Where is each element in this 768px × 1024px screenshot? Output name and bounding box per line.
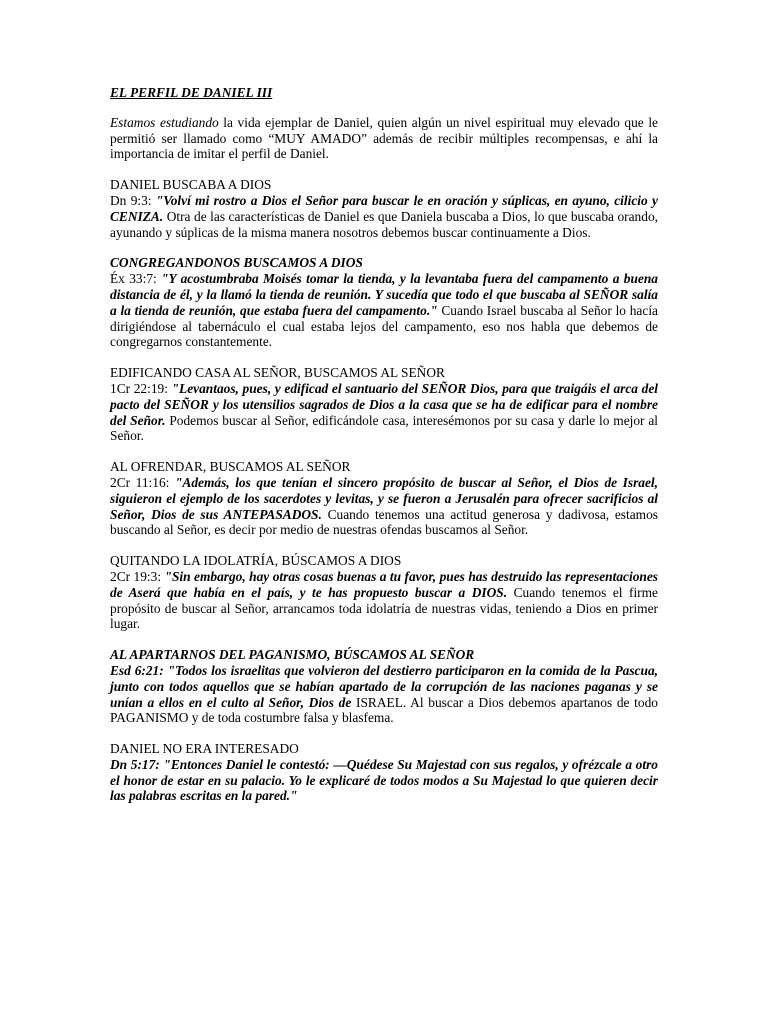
section-paragraph: [110, 271, 658, 350]
section-heading: CONGREGANDONOS BUSCAMOS A DIOS: [110, 255, 363, 271]
section-body: Podemos buscar al Señor, edificándole casa, interesémonos por su casa y darle lo mejor al Señor.: [110, 412, 658, 444]
section-heading: EDIFICANDO CASA AL SEÑOR, BUSCAMOS AL SEÑOR: [110, 365, 445, 381]
scripture-ref: Esd 6:21:: [110, 662, 168, 678]
section-heading: DANIEL NO ERA INTERESADO: [110, 741, 299, 757]
section-al-ofrendar: [110, 459, 658, 538]
section-paragraph: [110, 381, 658, 444]
section-no-era-interesado: [110, 741, 658, 804]
section-paragraph: [110, 663, 658, 726]
section-congregandonos: [110, 255, 658, 350]
scripture-ref: Dn 9:3:: [110, 192, 156, 208]
scripture-ref: 2Cr 19:3:: [110, 568, 165, 584]
scripture-quote: "Levantaos, pues, y edificad el santuario del SEÑOR Dios, para que traigáis el arca del pacto del SEÑOR y los utensilios sagrados de Dios a la casa que se ha de edificar para el nombre del Señor.: [110, 380, 658, 428]
section-quitando-idolatria: [110, 553, 658, 632]
scripture-ref: Dn 5:17:: [110, 756, 164, 772]
section-apartarnos-paganismo: [110, 647, 658, 726]
scripture-ref: Éx 33:7:: [110, 271, 162, 287]
document-title: EL PERFIL DE DANIEL III: [110, 85, 273, 100]
section-paragraph: [110, 475, 658, 538]
section-body: ISRAEL. Al buscar a Dios debemos apartanos de todo PAGANISMO y de toda costumbre falsa y blasfema.: [110, 694, 658, 726]
scripture-ref: 1Cr 22:19:: [110, 380, 172, 396]
scripture-quote: "Sin embargo, hay otras cosas buenas a tu favor, pues has destruido las representaciones de Aserá que había en el país, y te has propuesto buscar a DIOS.: [110, 568, 658, 600]
section-heading: QUITANDO LA IDOLATRÍA, BÚSCAMOS A DIOS: [110, 553, 402, 569]
section-body: Cuando Israel buscaba al Señor lo hacía dirigiéndose al tabernáculo el cual estaba lejos del campamento, eso nos habla que debemos de congregarnos constantemente.: [110, 302, 658, 350]
scripture-quote: "Volví mi rostro a Dios el Señor para buscar le en oración y súplicas, en ayuno, cilicio y CENIZA.: [110, 192, 658, 224]
section-paragraph: [110, 569, 658, 632]
section-body: Otra de las características de Daniel es que Daniela buscaba a Dios, lo que buscaba orando, ayunando y súplicas de la misma manera nosotros debemos buscar continuamente a Dios.: [110, 208, 658, 240]
section-daniel-buscaba: [110, 177, 658, 240]
section-heading: DANIEL BUSCABA A DIOS: [110, 177, 272, 193]
scripture-quote: "Entonces Daniel le contestó: —Quédese Su Majestad con sus regalos, y ofrézcale a otro el honor de estar en su palacio. Yo le explicaré de todos modos a Su Majestad lo que quieren decir las palabras escritas en la pared.": [110, 756, 658, 804]
section-heading: AL APARTARNOS DEL PAGANISMO, BÚSCAMOS AL SEÑOR: [110, 647, 475, 663]
intro-paragraph: [110, 115, 658, 162]
intro-lead: Estamos estudiando: [110, 114, 219, 130]
section-heading: AL OFRENDAR, BUSCAMOS AL SEÑOR: [110, 459, 351, 475]
section-body: Cuando tenemos una actitud generosa y dadivosa, estamos buscando al Señor, es decir por medio de nuestras ofendas buscamos al Señor.: [110, 506, 658, 538]
scripture-ref: 2Cr 11:16:: [110, 474, 175, 490]
section-body: Cuando tenemos el firme propósito de buscar al Señor, arrancamos toda idolatría de nuestras vidas, teniendo a Dios en primer lugar.: [110, 584, 658, 632]
section-paragraph: [110, 757, 658, 804]
scripture-quote: "Todos los israelitas que volvieron del destierro participaron en la comida de la Pascua, junto con todos aquellos que se habían apartado de la corrupción de las naciones paganas y se unían a ellos en el culto al Señor, Dios de: [110, 662, 658, 710]
intro-text: la vida ejemplar de Daniel, quien algún un nivel espiritual muy elevado que le permitió ser llamado como “MUY AMADO” además de recibir múltiples recompensas, e ahí la importancia de imitar el perfil de Daniel.: [110, 114, 658, 162]
scripture-quote: "Y acostumbraba Moisés tomar la tienda, y la levantaba fuera del campamento a buena distancia de él, y la llamó la tienda de reunión. Y sucedía que todo el que buscaba al SEÑOR salía a la tienda de reunión, que estaba fuera del campamento.": [110, 271, 658, 318]
scripture-quote: "Además, los que tenían el sincero propósito de buscar al Señor, el Dios de Israel, siguieron el ejemplo de los sacerdotes y levitas, y se fueron a Jerusalén para ofrecer sacrificios al Señor, Dios de sus ANTEPASADOS.: [110, 474, 658, 522]
section-edificando-casa: [110, 365, 658, 444]
section-paragraph: [110, 193, 658, 240]
